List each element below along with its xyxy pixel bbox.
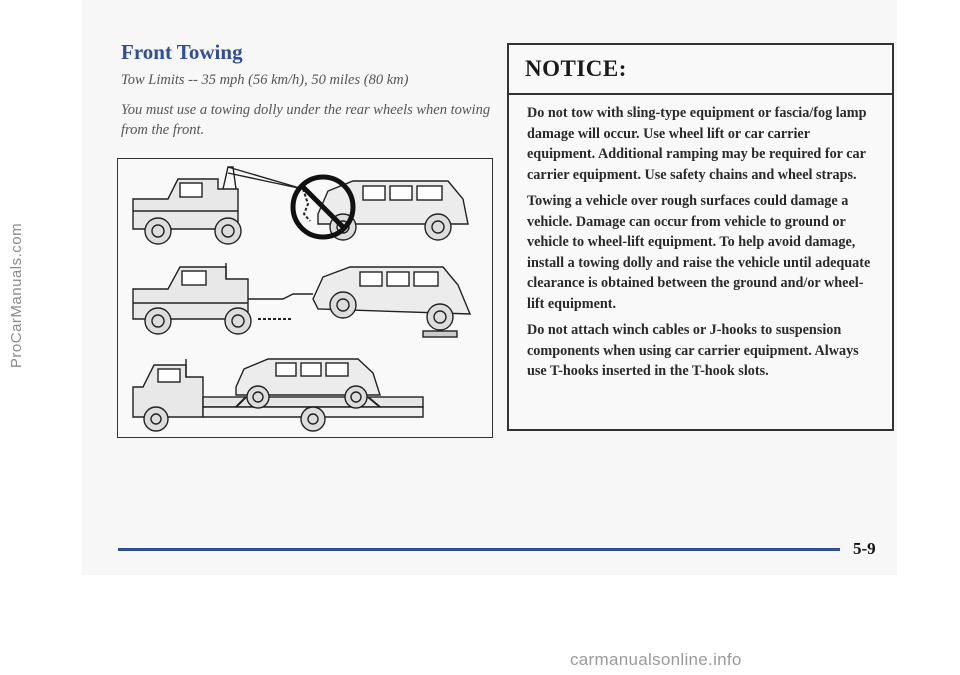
notice-paragraph-rough-surfaces: Towing a vehicle over rough surfaces could damage a vehicle. Damage can occur from vehicle to ground or vehicle to wheel-lift equipment. To help avoid damage, install a towing dolly and raise the vehicle until adequate clearance is obtained between the ground and/or wheel-lift equipment. bbox=[527, 193, 871, 312]
wrecker-sling-prohibited-illustration bbox=[133, 167, 468, 244]
wheel-lift-tow-illustration bbox=[133, 263, 470, 337]
side-watermark-text: ProCarManuals.com bbox=[8, 222, 26, 368]
notice-paragraph-winch-cables: Do not attach winch cables or J-hooks to suspension components when using car carrier equipment. Always use T-hooks inserted in the T-hook slots. bbox=[527, 322, 859, 379]
bottom-watermark: carmanualsonline.info bbox=[570, 650, 742, 669]
dolly-note-text: You must use a towing dolly under the rear wheels when towing from the front. bbox=[121, 102, 491, 138]
car-carrier-illustration bbox=[133, 359, 423, 431]
towing-illustration bbox=[117, 158, 493, 438]
notice-box bbox=[507, 43, 894, 431]
page-number: 5-9 bbox=[853, 539, 876, 558]
notice-header bbox=[509, 45, 892, 95]
side-watermark bbox=[4, 180, 30, 410]
tow-limits-text: Tow Limits -- 35 mph (56 km/h), 50 miles (80 km) bbox=[121, 72, 409, 88]
notice-paragraph-sling: Do not tow with sling-type equipment or fascia/fog lamp damage will occur. Use wheel lift or car carrier equipment. Additional ramping may be required for car carrier equipment. Use safety chains and wheel straps. bbox=[527, 105, 867, 183]
footer-rule bbox=[118, 548, 840, 551]
section-title: Front Towing bbox=[121, 40, 243, 64]
notice-title: NOTICE: bbox=[525, 56, 627, 81]
notice-body bbox=[509, 95, 892, 382]
